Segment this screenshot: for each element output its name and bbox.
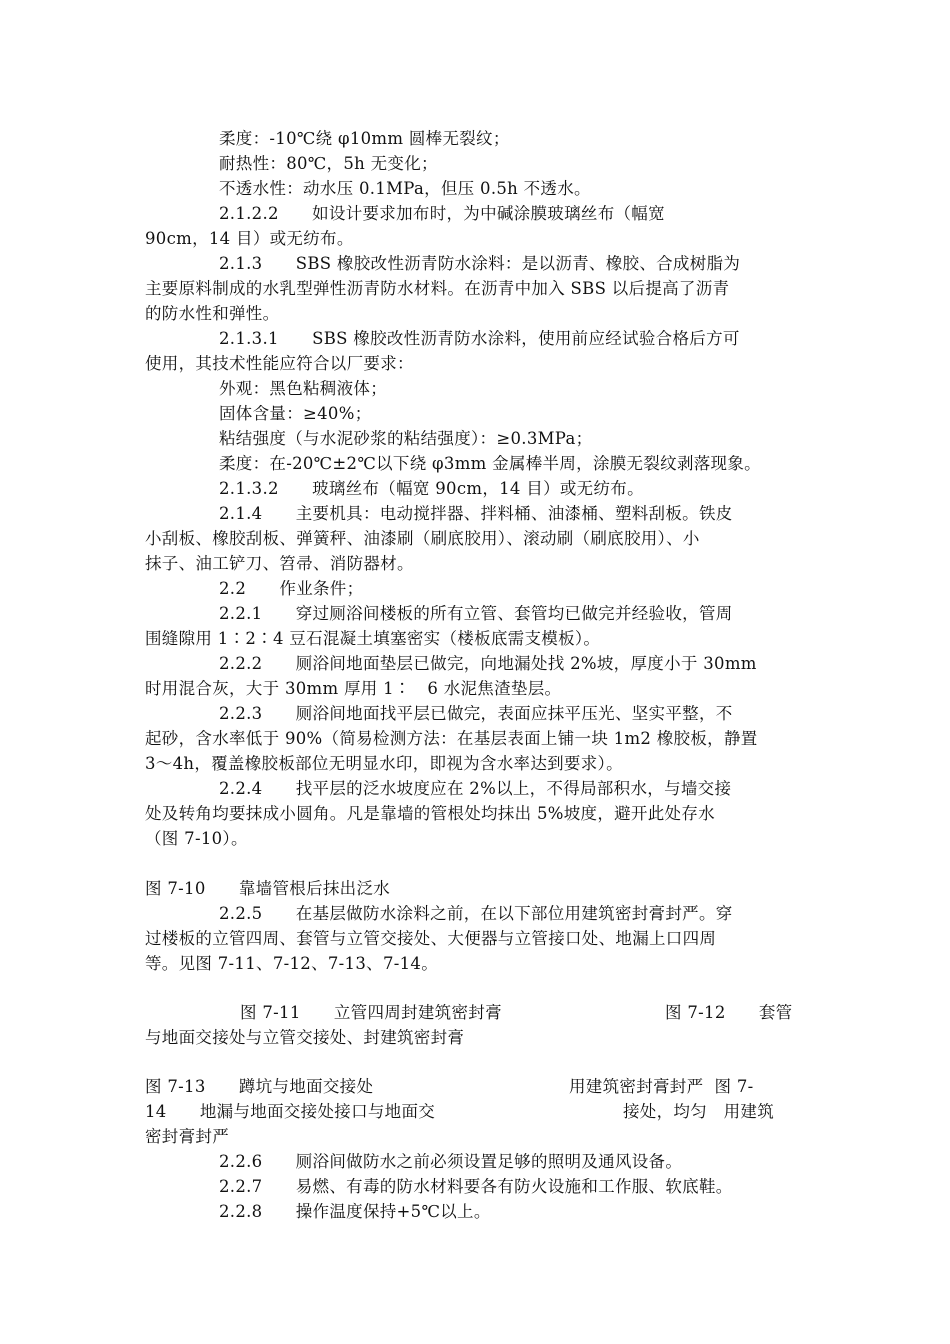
text-line: 2.2.3 厕浴间地面找平层已做完，表面应抹平压光、坚实平整，不 (219, 704, 733, 723)
text-line: 时用混合灰，大于 30mm 厚用 1∶ 6 水泥焦渣垫层。 (145, 679, 562, 698)
text-line: 等。见图 7-11、7-12、7-13、7-14。 (145, 954, 439, 973)
text-line: （图 7-10）。 (145, 829, 248, 848)
text-line: 2.1.4 主要机具：电动搅拌器、拌料桶、油漆桶、塑料刮板。铁皮 (219, 504, 733, 523)
text-line: 2.2.7 易燃、有毒的防水材料要各有防火设施和工作服、软底鞋。 (219, 1177, 733, 1196)
text-line: 主要原料制成的水乳型弹性沥青防水材料。在沥青中加入 SBS 以后提高了沥青 (145, 279, 730, 298)
figure-caption: 密封膏封严 (145, 1127, 229, 1146)
figure-caption: 与地面交接处与立管交接处、封建筑密封膏 (145, 1028, 465, 1047)
text-line: 使用，其技术性能应符合以厂要求： (145, 354, 414, 373)
text-line: 3～4h，覆盖橡胶板部位无明显水印，即视为含水率达到要求）。 (145, 754, 623, 773)
text-line: 外观：黑色粘稠液体； (219, 379, 387, 398)
text-line: 2.2.5 在基层做防水涂料之前，在以下部位用建筑密封膏封严。穿 (219, 904, 733, 923)
text-line: 的防水性和弹性。 (145, 304, 280, 323)
text-line: 围缝隙用 1∶2∶4 豆石混凝土填塞密实（楼板底需支模板）。 (145, 629, 601, 648)
text-line: 2.2.6 厕浴间做防水之前必须设置足够的照明及通风设备。 (219, 1152, 683, 1171)
figure-caption: 图 7-10 靠墙管根后抹出泛水 (145, 879, 391, 898)
text-line: 小刮板、橡胶刮板、弹簧秤、油漆刷（刷底胶用）、滚动刷（刷底胶用）、小 (145, 529, 700, 548)
text-line: 2.1.3 SBS 橡胶改性沥青防水涂料：是以沥青、橡胶、合成树脂为 (219, 254, 741, 273)
text-line: 柔度：在-20℃±2℃以下绕 φ3mm 金属棒半周，涂膜无裂纹剥落现象。 (219, 454, 761, 473)
text-line: 2.2.4 找平层的泛水坡度应在 2%以上，不得局部积水，与墙交接 (219, 779, 732, 798)
text-line: 柔度：-10℃绕 φ10mm 圆棒无裂纹； (219, 129, 510, 148)
text-line: 不透水性：动水压 0.1MPa，但压 0.5h 不透水。 (219, 179, 591, 198)
text-line: 90cm，14 目）或无纺布。 (145, 229, 354, 248)
text-line: 固体含量：≥40%； (219, 404, 372, 423)
text-line: 过楼板的立管四周、套管与立管交接处、大便器与立管接口处、地漏上口四周 (145, 929, 717, 948)
text-line: 起砂，含水率低于 90%（简易检测方法：在基层表面上铺一块 1m2 橡胶板，静置 (145, 729, 758, 748)
text-line: 2.1.3.1 SBS 橡胶改性沥青防水涂料，使用前应经试验合格后方可 (219, 329, 740, 348)
text-line: 2.2 作业条件； (219, 579, 364, 598)
text-line: 处及转角均要抹成小圆角。凡是靠墙的管根处均抹出 5%坡度，避开此处存水 (145, 804, 715, 823)
text-line: 2.2.1 穿过厕浴间楼板的所有立管、套管均已做完并经验收，管周 (219, 604, 733, 623)
text-line: 2.1.3.2 玻璃丝布（幅宽 90cm，14 目）或无纺布。 (219, 479, 644, 498)
figure-caption: 接处，均匀 用建筑 (623, 1102, 775, 1121)
figure-caption: 图 7-11 立管四周封建筑密封膏 (240, 1003, 502, 1022)
text-line: 2.1.2.2 如设计要求加布时，为中碱涂膜玻璃丝布（幅宽 (219, 204, 665, 223)
text-line: 2.2.8 操作温度保持+5℃以上。 (219, 1202, 491, 1221)
figure-caption: 用建筑密封膏封严 图 7- (569, 1077, 754, 1096)
figure-caption: 图 7-13 蹲坑与地面交接处 (145, 1077, 374, 1096)
text-line: 耐热性：80℃，5h 无变化； (219, 154, 438, 173)
figure-caption: 14 地漏与地面交接处接口与地面交 (145, 1102, 436, 1121)
text-line: 2.2.2 厕浴间地面垫层已做完，向地漏处找 2%坡，厚度小于 30mm (219, 654, 757, 673)
text-line: 抹子、油工铲刀、笤帚、消防器材。 (145, 554, 414, 573)
figure-caption: 图 7-12 套管 (665, 1003, 793, 1022)
text-line: 粘结强度（与水泥砂浆的粘结强度）：≥0.3MPa； (219, 429, 593, 448)
